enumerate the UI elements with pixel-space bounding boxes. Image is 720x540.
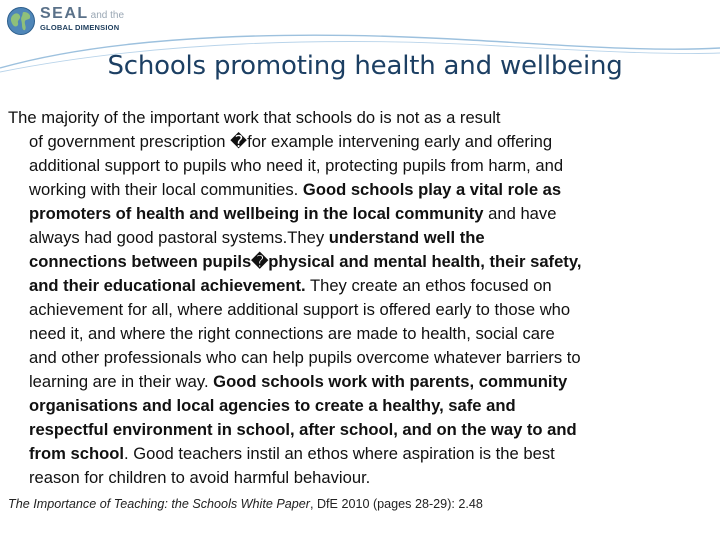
- body-line: The majority of the important work that schools do is not as a result: [8, 108, 501, 127]
- body-line: need it, and where the right connections are made to health, social care: [29, 324, 555, 343]
- body-paragraph: [8, 106, 708, 490]
- body-line: working with their local communities. Good schools play a vital role as: [29, 180, 562, 199]
- body-line: of government prescription �for example intervening early and offering: [29, 132, 553, 151]
- body-line: and other professionals who can help pupils overcome whatever barriers to: [29, 348, 581, 367]
- citation: [8, 497, 483, 511]
- body-line: connections between pupils�physical and mental health, their safety,: [29, 252, 582, 271]
- body-line: from school. Good teachers instil an ethos where aspiration is the best: [29, 444, 555, 463]
- body-line: learning are in their way. Good schools work with parents, community: [29, 372, 568, 391]
- page-title: Schools promoting health and wellbeing: [107, 51, 623, 81]
- body-line: additional support to pupils who need it, protecting pupils from harm, and: [29, 156, 564, 175]
- body-line: reason for children to avoid harmful behaviour.: [29, 468, 371, 487]
- body-line: respectful environment in school, after school, and on the way to and: [29, 420, 577, 439]
- citation-title: The Importance of Teaching: the Schools White Paper: [8, 497, 310, 511]
- body-line: always had good pastoral systems.They understand well the: [29, 228, 485, 247]
- logo-brand: SEAL: [40, 5, 89, 22]
- body-line: organisations and local agencies to create a healthy, safe and: [29, 396, 516, 415]
- citation-details: , DfE 2010 (pages 28-29): 2.48: [309, 497, 483, 511]
- logo-tagline: GLOBAL DIMENSION: [40, 23, 120, 32]
- logo-wordmark: [40, 6, 124, 24]
- body-line: and their educational achievement. They create an ethos focused on: [29, 276, 552, 295]
- logo-suffix: and the: [90, 10, 125, 21]
- body-line: achievement for all, where additional support is offered early to those who: [29, 300, 571, 319]
- body-line: promoters of health and wellbeing in the local community and have: [29, 204, 557, 223]
